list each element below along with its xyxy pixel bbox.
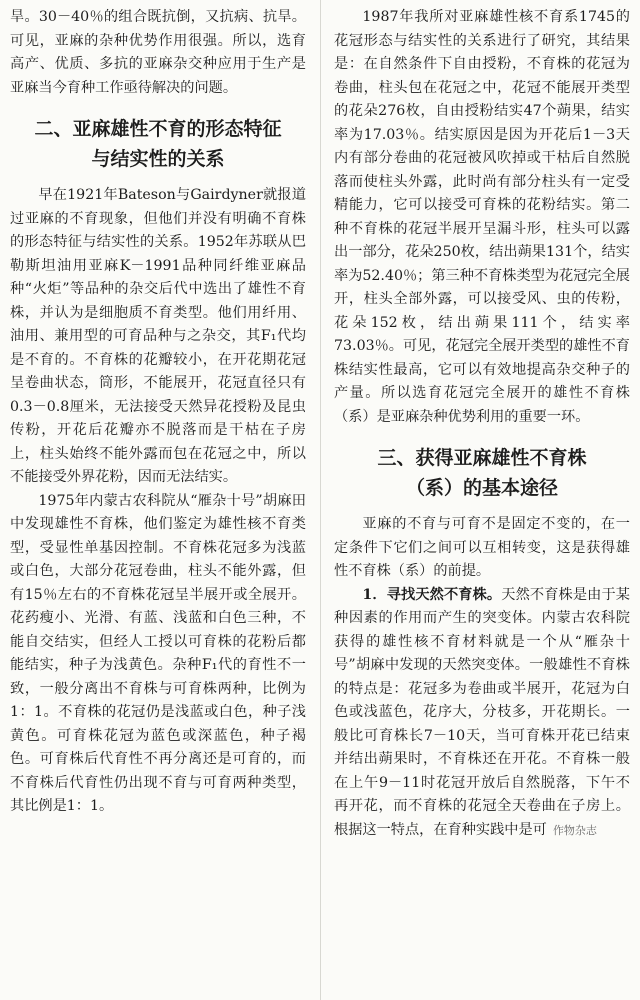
paragraph-5-label: 1．寻找天然不育株。 [362,586,502,603]
section-3-heading [334,443,630,503]
section-3-heading-line1: 三、获得亚麻雄性不育株 [377,447,587,469]
paragraph-5-text: 天然不育株是由于某种因素的作用而产生的突变体。内蒙古农科院获得的雄性核不育材料就是一个从“雁杂十号”胡麻中发现的天然突变体。一般雄性不育株的特点是：花冠多为卷曲或半展开，花冠为白色或浅蓝色，花序大，分枝多，开花期长。一般比可育株长7－10天，当可育株开花已结束并结出蒴果时，不育株还在开花。不育株一般在上午9－11时花冠开放后自然脱落，下午不再开花，而不育株的花冠全天卷曲在子房上。根据这一特点，在育种实践中是可 [334,586,630,838]
continuation-paragraph: 旱。30－40％的组合既抗倒，又抗病、抗旱。可见，亚麻的杂种优势作用很强。所以，选育高产、优质、多抗的亚麻杂交种应用于生产是亚麻当今育种工作亟待解决的问题。 [10,9,306,96]
paragraph-3: 1987年我所对亚麻雄性核不育系1745的花冠形态与结实性的关系进行了研究，其结果是：在自然条件下自由授粉，不育株的花冠为卷曲，柱头包在花冠之中，花冠不能展开类型的花朵276枚，自由授粉结实47个蒴果，结实率为17.03％。结实原因是因为开花后1－3天内有部分卷曲的花冠被风吹掉或干枯后自然脱落而使柱头外露，此时尚有部分柱头有一定受精能力，它可以接受可育株的花粉结实。第二种不育株的花冠半展开呈漏斗形，柱头可以露出一部分，花朵250枚，结出蒴果131个，结实率为52.40％；第三种不育株类型为花冠完全展开，柱头全部外露，可以接受风、虫的传粉，花朵152枚，结出蒴果111个，结实率73.03％。可见，花冠完全展开类型的雄性不育株结实性最高，它可以有效地提高杂交种子的产量。所以选育花冠完全展开的雄性不育株（系）是亚麻杂种优势利用的重要一环。 [334,9,630,425]
right-column [334,6,630,842]
paragraph-1: 早在1921年Bateson与Gairdyner就报道过亚麻的不育现象，但他们并没有明确不育株的形态特征与结实性的关系。1952年苏联从巴勒斯坦油用亚麻K－1991品种同纤维亚麻品种“火炬”等品种的杂交后代中选出了雄性不育株，并认为是细胞质不育类型。他们用纤用、油用、兼用型的可育品种与之杂交，其F₁代均是不育的。不育株的花瓣较小，在开花期花冠呈卷曲状态，筒形，不能展开，花冠直径只有0.3－0.8厘米，无法接受天然异花授粉及昆虫传粉，开花后花瓣亦不脱落而是干枯在子房上，柱头始终不能外露而包在花冠之中，所以不能接受外界花粉，因而无法结实。 [10,187,306,485]
section-2-heading-line2: 与结实性的关系 [91,148,225,170]
section-2-heading [10,114,306,174]
left-column [10,6,306,819]
section-3-heading-line2: （系）的基本途径 [405,477,558,499]
watermark-text: 作物杂志 [552,823,597,837]
column-divider [320,0,321,1000]
paragraph-4: 亚麻的不育与可育不是固定不变的，在一定条件下它们之间可以互相转变，这是获得雄性不育株（系）的前提。 [334,516,630,579]
paragraph-2: 1975年内蒙古农科院从“雁杂十号”胡麻田中发现雄性不育株，他们鉴定为雄性核不育类型，受显性单基因控制。不育株花冠多为浅蓝或白色，大部分花冠卷曲，柱头不能外露，但有15％左右的不育株花冠呈半展开或全展开。花药瘦小、光滑、有蓝、浅蓝和白色三种，不能自交结实，但经人工授以可育株的花粉后都能结实，种子为浅黄色。杂种F₁代的育性不一致，一般分离出不育株与可育株两种，比例为1：1。不育株的花冠仍是浅蓝或白色，种子浅黄色。可育株花冠为蓝色或深蓝色，种子褐色。可育株后代育性不再分离还是可育的，而不育株后代育性仍出现不育与可育两种类型，其比例是1：1。 [10,492,306,814]
section-2-heading-line1: 二、亚麻雄性不育的形态特征 [34,118,282,140]
paragraph-5 [334,584,630,843]
